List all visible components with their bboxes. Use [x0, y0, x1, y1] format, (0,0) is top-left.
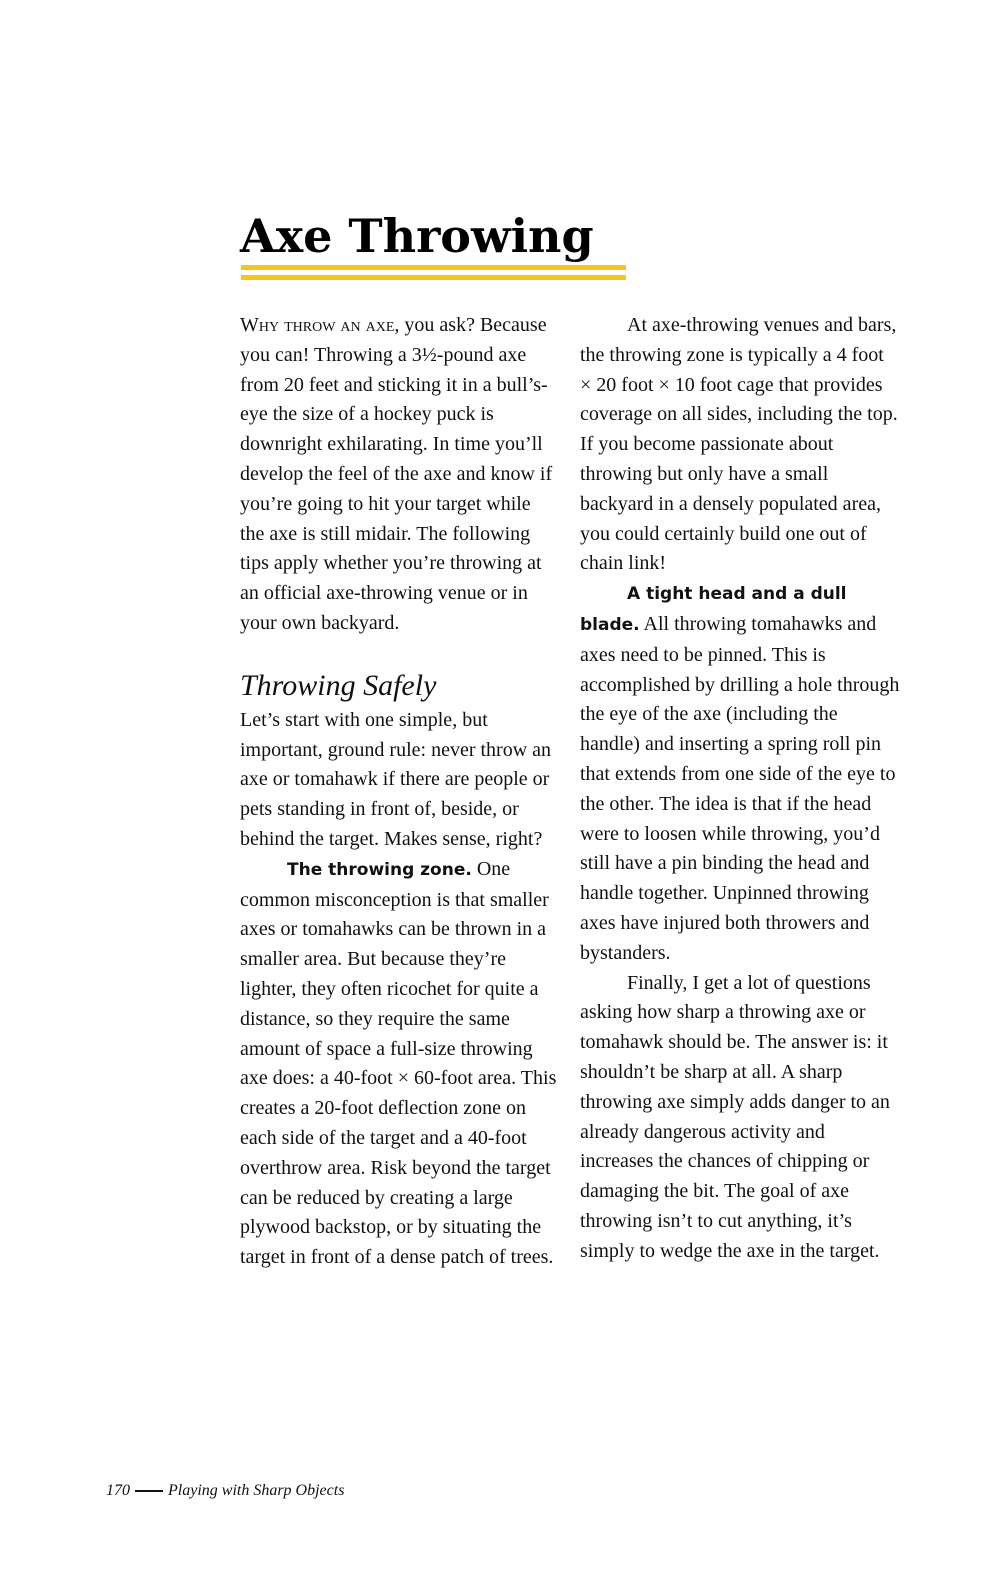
section-heading: Throwing Safely	[240, 668, 437, 702]
paragraph-ground-rule: Let’s start with one simple, but important, ground rule: never throw an axe or tomahawk if there are people or pets standing in front of, beside, or behind the target. Makes sense, right?	[240, 708, 552, 850]
throwing-zone-text: One common misconception is that smaller axes or tomahawks can be thrown in a smaller area. But because they’re lighter, they often ricochet for quite a distance, so they require the same amount of space a full-size throwing axe does: a 40-foot × 60-foot area. This creates a 20-foot deflection zone on each side of the target and a 40-foot overthrow area. Risk beyond the target can be reduced by creating a large plywood backstop, or by situating the target in front of a dense patch of trees.	[240, 857, 557, 1269]
intro-lead-in: Why throw an axe	[240, 314, 395, 336]
paragraph-tight-head	[580, 579, 900, 968]
right-column	[580, 311, 900, 1267]
footer-dash	[135, 1490, 163, 1492]
tight-head-text: All throwing tomahawks and axes need to be pinned. This is accomplished by drilling a hole through the eye of the axe (including the handle) and inserting a spring roll pin that extends from one side of the eye to the other. The idea is that if the head were to loosen while throwing, you’d still have a pin binding the head and handle together. Unpinned throwing axes have injured both throwers and bystanders.	[580, 612, 900, 964]
page-number: 170	[106, 1482, 130, 1499]
title-underline	[241, 275, 626, 280]
page-footer	[106, 1479, 344, 1503]
paragraph-throwing-zone	[240, 855, 560, 1273]
book-title: Playing with Sharp Objects	[168, 1482, 345, 1499]
page-title: Axe Throwing	[240, 209, 594, 263]
intro-paragraph	[240, 311, 560, 639]
throwing-zone-lead: The throwing zone.	[287, 859, 472, 880]
title-underline	[241, 265, 626, 270]
left-column	[240, 311, 560, 1273]
paragraph-sharpness: Finally, I get a lot of questions asking how sharp a throwing axe or tomahawk should be. The answer is: it shouldn’t be sharp at all. A sharp throwing axe simply adds danger to an already dangerous activity and increases the chances of chipping or damaging the bit. The goal of axe throwing isn’t to cut anything, it’s simply to wedge the axe in the target.	[580, 971, 890, 1262]
tight-head-lead: A tight head and a dull blade.	[580, 584, 847, 635]
intro-text: , you ask? Because you can! Throwing a 3½-pound axe from 20 feet and sticking it in a bull’s-eye the size of a hockey puck is downright exhilarating. In time you’ll develop the feel of the axe and know if you’re going to hit your target while the axe is still midair. The following tips apply whether you’re throwing at an official axe-throwing venue or in your own backyard.	[240, 314, 553, 634]
paragraph-venues: At axe-throwing venues and bars, the throwing zone is typically a 4 foot × 20 foot × 10 foot cage that provides coverage on all sides, including the top. If you become passionate about throwing but only have a small backyard in a densely populated area, you could certainly build one out of chain link!	[580, 314, 898, 575]
